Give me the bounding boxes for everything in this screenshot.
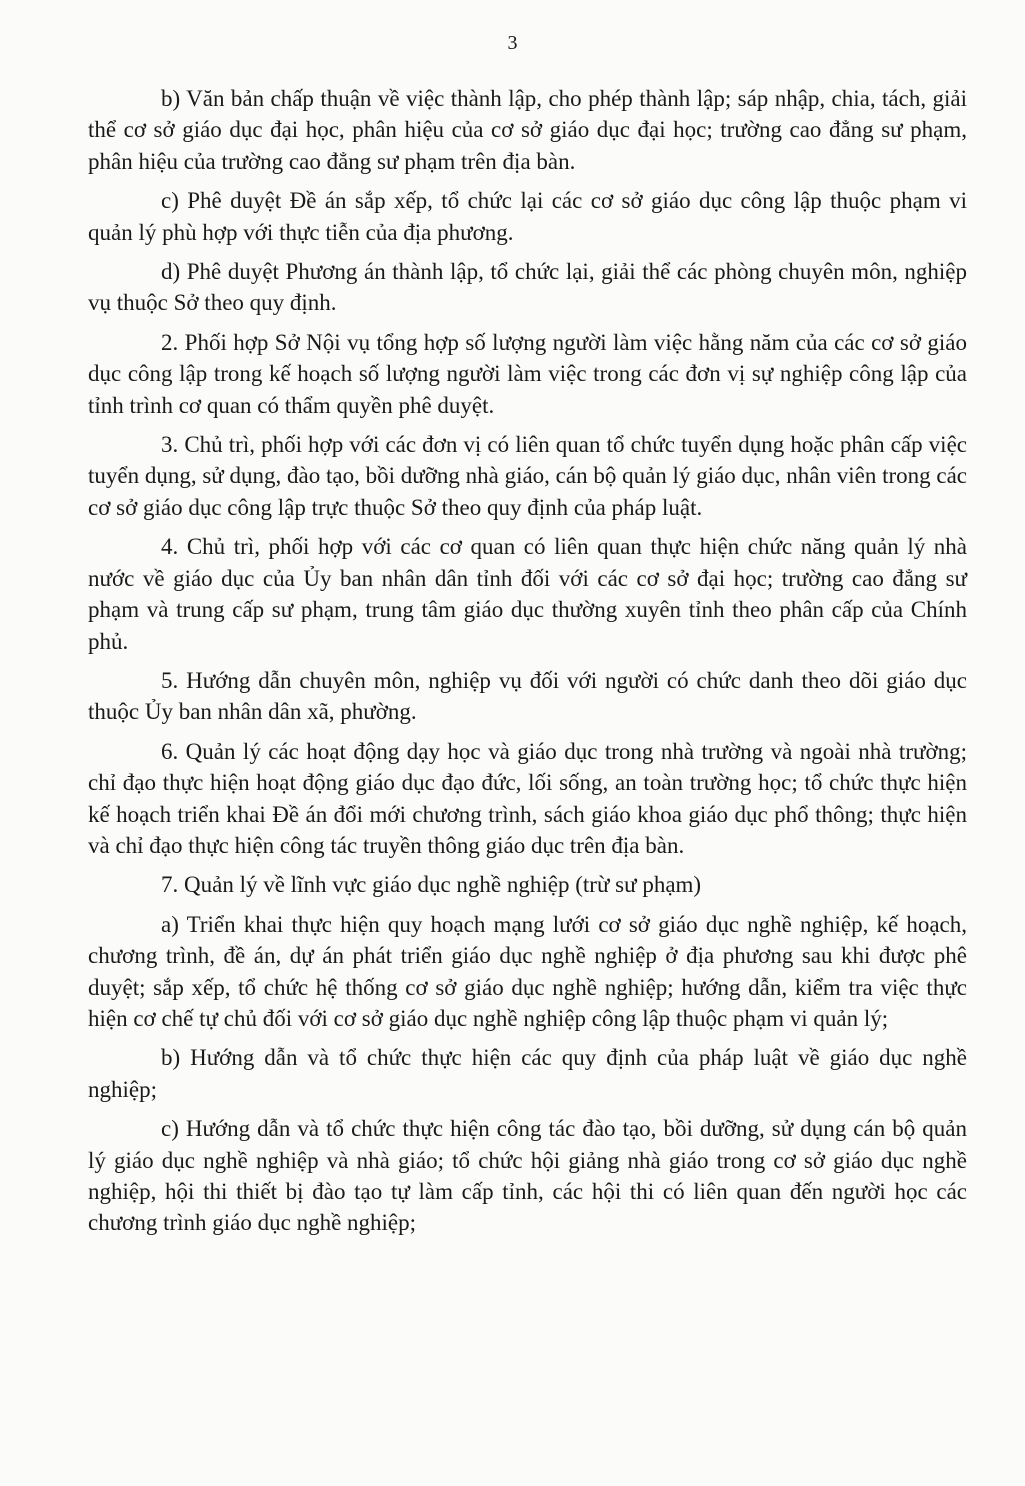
paragraph-7: 7. Quản lý về lĩnh vực giáo dục nghề nghiệp (trừ sư phạm) [161, 872, 702, 898]
page-number: 3 [507, 32, 518, 54]
paragraph-7c: c) Hướng dẫn và tổ chức thực hiện công tác đào tạo, bồi dưỡng, sử dụng cán bộ quản lý giáo dục nghề nghiệp và nhà giáo; tổ chức hội giảng nhà giáo trong cơ sở giáo dục nghề nghiệp, hội thi thiết bị đào tạo tự làm cấp tỉnh, các hội thi có liên quan đến người học các chương trình giáo dục nghề nghiệp; [88, 1116, 967, 1236]
paragraph-7a: a) Triển khai thực hiện quy hoạch mạng lưới cơ sở giáo dục nghề nghiệp, kế hoạch, chương trình, đề án, dự án phát triển giáo dục nghề nghiệp ở địa phương sau khi được phê duyệt; sắp xếp, tổ chức hệ thống cơ sở giáo dục nghề nghiệp; hướng dẫn, kiểm tra việc thực hiện cơ chế tự chủ đối với cơ sở giáo dục nghề nghiệp công lập thuộc phạm vi quản lý; [88, 911, 967, 1031]
paragraph-7b: b) Hướng dẫn và tổ chức thực hiện các quy định của pháp luật về giáo dục nghề nghiệp; [88, 1045, 967, 1102]
paragraph-4: 4. Chủ trì, phối hợp với các cơ quan có liên quan thực hiện chức năng quản lý nhà nước về giáo dục của Ủy ban nhân dân tỉnh đối với các cơ sở đại học; trường cao đẳng sư phạm và trung cấp sư phạm, trung tâm giáo dục thường xuyên tỉnh theo phân cấp của Chính phủ. [88, 534, 967, 654]
paragraph-1c: c) Phê duyệt Đề án sắp xếp, tổ chức lại các cơ sở giáo dục công lập thuộc phạm vi quản lý phù hợp với thực tiễn của địa phương. [88, 188, 967, 245]
document-body [88, 83, 967, 1247]
paragraph-1d: d) Phê duyệt Phương án thành lập, tổ chức lại, giải thể các phòng chuyên môn, nghiệp vụ thuộc Sở theo quy định. [88, 259, 967, 316]
paragraph-2: 2. Phối hợp Sở Nội vụ tổng hợp số lượng người làm việc hằng năm của các cơ sở giáo dục công lập trong kế hoạch số lượng người làm việc trong các đơn vị sự nghiệp công lập của tỉnh trình cơ quan có thẩm quyền phê duyệt. [88, 329, 967, 418]
paragraph-5: 5. Hướng dẫn chuyên môn, nghiệp vụ đối với người có chức danh theo dõi giáo dục thuộc Ủy ban nhân dân xã, phường. [88, 667, 967, 725]
paragraph-6: 6. Quản lý các hoạt động dạy học và giáo dục trong nhà trường và ngoài nhà trường; chỉ đạo thực hiện hoạt động giáo dục đạo đức, lối sống, an toàn trường học; tổ chức thực hiện kế hoạch triển khai Đề án đổi mới chương trình, sách giáo khoa giáo dục phổ thông; thực hiện và chỉ đạo thực hiện công tác truyền thông giáo dục trên địa bàn. [88, 738, 967, 858]
paragraph-1b: b) Văn bản chấp thuận về việc thành lập, cho phép thành lập; sáp nhập, chia, tách, giải thể cơ sở giáo dục đại học, phân hiệu của cơ sở giáo dục đại học; trường cao đẳng sư phạm, phân hiệu của trường cao đẳng sư phạm trên địa bàn. [88, 86, 967, 174]
paragraph-3: 3. Chủ trì, phối hợp với các đơn vị có liên quan tổ chức tuyển dụng hoặc phân cấp việc tuyển dụng, sử dụng, đào tạo, bồi dưỡng nhà giáo, cán bộ quản lý giáo dục, nhân viên trong các cơ sở giáo dục công lập trực thuộc Sở theo quy định của pháp luật. [88, 432, 967, 520]
